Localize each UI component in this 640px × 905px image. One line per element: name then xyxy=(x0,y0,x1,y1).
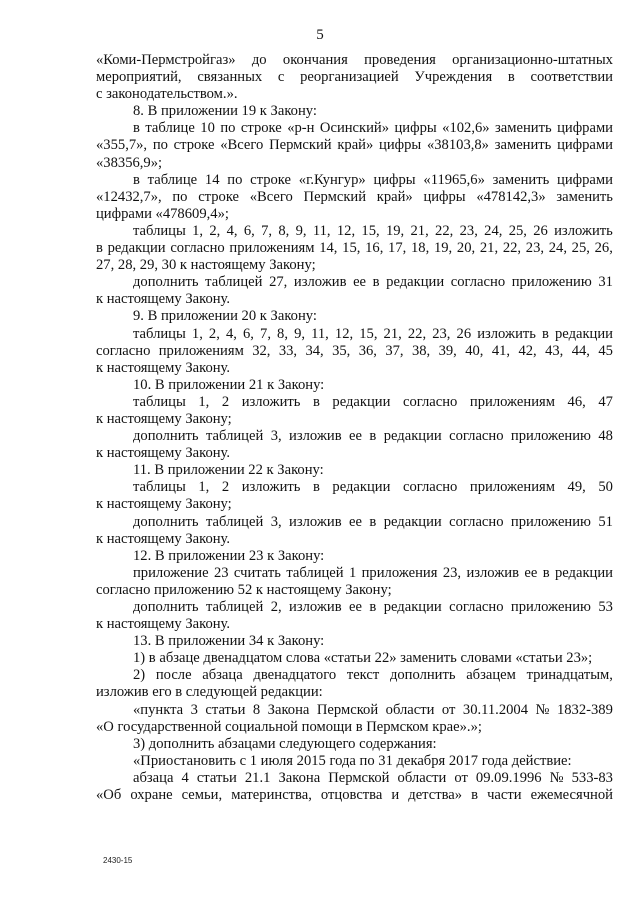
text-line xyxy=(96,394,613,411)
word: 1, xyxy=(191,325,203,342)
word: Закона xyxy=(278,769,321,786)
word: 50 xyxy=(598,479,613,496)
word: 17, xyxy=(388,240,407,257)
document-code: 2430-15 xyxy=(103,856,133,865)
word: строке xyxy=(198,188,240,205)
text-line xyxy=(96,120,613,137)
word: 43, xyxy=(545,342,564,359)
word: 18, xyxy=(411,240,430,257)
word: Осинский» xyxy=(319,120,390,137)
word: абзаца xyxy=(133,769,174,786)
word: цифры xyxy=(394,120,437,137)
text-line: 3) дополнить абзацами следующего содержания: xyxy=(133,735,437,752)
word: 30.11.2004 xyxy=(462,701,529,718)
word: 23, xyxy=(432,325,451,342)
text-line: к настоящему Закону. xyxy=(96,616,231,633)
word: изложив xyxy=(466,564,520,581)
word: приложение xyxy=(133,564,209,581)
text-line xyxy=(96,69,613,86)
word: семьи, xyxy=(181,787,223,804)
word: тринадцатым, xyxy=(526,667,613,684)
word: таблицы xyxy=(133,393,186,410)
text-line: изложив его в следующей редакции: xyxy=(96,684,323,701)
word: 49, xyxy=(567,479,586,496)
word: 31 xyxy=(598,274,613,291)
word: дополнить xyxy=(133,428,199,445)
word: 27, xyxy=(269,274,288,291)
word: в xyxy=(369,428,377,445)
word: приложению xyxy=(510,599,591,615)
word: «Об xyxy=(96,787,122,804)
word: заменить xyxy=(494,137,552,154)
word: редакции xyxy=(383,428,442,445)
word: согласно xyxy=(449,513,504,530)
word: 1 xyxy=(348,564,357,581)
text-line xyxy=(96,52,613,69)
word: 34, xyxy=(305,342,324,359)
page-number: 5 xyxy=(316,27,324,43)
text-line: 10. В приложении 21 к Закону: xyxy=(133,376,325,393)
word: таблицей xyxy=(205,428,264,445)
word: 24, xyxy=(484,222,503,239)
word: Пермский xyxy=(269,137,332,154)
word: Учреждения xyxy=(414,69,493,86)
word: 23 xyxy=(213,564,229,581)
word: 3, xyxy=(270,513,282,530)
word: в xyxy=(542,325,549,342)
word: считать xyxy=(233,564,281,581)
text-line xyxy=(96,223,613,240)
text-line xyxy=(96,326,613,343)
word: 22, xyxy=(502,240,522,257)
word: приложениям xyxy=(229,240,315,257)
word: по xyxy=(172,188,188,205)
word: таблицы xyxy=(133,479,186,496)
word: согласно xyxy=(402,393,458,410)
word: области xyxy=(385,701,435,718)
word: 21.1 xyxy=(244,769,271,786)
word: материнства, xyxy=(231,787,312,804)
word: 3, xyxy=(270,428,282,445)
word: окончания xyxy=(282,52,348,68)
text-line xyxy=(96,787,613,804)
word: после xyxy=(155,667,192,684)
word: 23, xyxy=(525,240,545,257)
word: редакции xyxy=(332,479,391,496)
word: редакции xyxy=(107,240,166,257)
word: 4, xyxy=(226,222,238,239)
word: 09.09.1996 xyxy=(475,769,542,786)
word: 26 xyxy=(456,325,472,342)
word: 12, xyxy=(336,222,356,239)
word: в xyxy=(96,240,103,257)
word: 22, xyxy=(407,325,427,342)
word: 4, xyxy=(225,325,237,342)
word: изложив xyxy=(289,513,342,530)
word: изложить xyxy=(477,325,536,342)
word: согласно xyxy=(96,342,151,359)
word: «Всего xyxy=(249,188,293,205)
text-line xyxy=(96,599,613,616)
word: приложениям xyxy=(158,342,244,359)
word: 1, xyxy=(192,222,204,239)
text-line: 27, 28, 29, 30 к настоящему Закону; xyxy=(96,257,316,274)
word: детства» xyxy=(408,787,463,804)
text-line: согласно приложению 52 к настоящему Закону; xyxy=(96,581,392,598)
word: 1832-389 xyxy=(556,701,613,718)
text-line xyxy=(96,240,613,257)
word: 2) xyxy=(133,667,146,684)
word: строке xyxy=(250,171,291,188)
text-line xyxy=(96,428,613,445)
word: абзацем xyxy=(466,667,516,684)
word: 42, xyxy=(518,342,537,359)
word: 15, xyxy=(361,222,380,239)
word: 25, xyxy=(571,240,590,257)
word: дополнить xyxy=(133,274,199,291)
word: 14, xyxy=(319,240,338,257)
word: «Всего xyxy=(220,137,264,154)
text-line: 12. В приложении 23 к Закону: xyxy=(133,547,325,564)
text-line: «Приостановить с 1 июля 2015 года по 31 декабря 2017 года действие: xyxy=(133,752,572,769)
word: редакции xyxy=(383,599,442,615)
word: 15, xyxy=(342,240,361,257)
word: таблицей xyxy=(205,599,264,615)
word: цифрами xyxy=(557,137,613,154)
word: 40, xyxy=(465,342,484,359)
word: «478142,3» xyxy=(476,188,546,205)
word: организационно-штатных xyxy=(452,52,613,68)
word: 24, xyxy=(548,240,567,257)
word: таблице xyxy=(145,120,195,137)
word: приложения xyxy=(361,564,438,581)
word: «г.Кунгур» xyxy=(298,171,366,188)
word: в xyxy=(471,787,479,804)
word: согласно xyxy=(450,274,506,291)
word: изложив xyxy=(289,428,342,445)
word: в xyxy=(372,274,380,291)
word: текст xyxy=(346,667,380,684)
word: 11, xyxy=(312,222,331,239)
word: приложениям xyxy=(469,479,555,496)
word: соответствии xyxy=(530,69,613,86)
word: № xyxy=(549,769,564,786)
word: цифры xyxy=(423,188,466,205)
word: 25, xyxy=(508,222,527,239)
word: 15, xyxy=(359,325,378,342)
word: заменить xyxy=(492,171,550,188)
word: «р-н xyxy=(287,120,315,137)
word: 26, xyxy=(594,240,613,257)
word: 2, xyxy=(270,599,282,615)
text-line xyxy=(96,667,613,684)
word: 36, xyxy=(358,342,377,359)
word: 23, xyxy=(459,222,478,239)
word: приложениям xyxy=(469,393,555,410)
word: изложив xyxy=(289,599,342,615)
word: ежемесячной xyxy=(530,787,613,804)
text-line: к настоящему Закону; xyxy=(96,410,232,427)
text-line xyxy=(96,479,613,496)
word: двенадцатого xyxy=(253,667,337,684)
word: в xyxy=(312,479,320,496)
word: по xyxy=(152,137,168,154)
word: отцовства xyxy=(320,787,383,804)
word: таблицей xyxy=(286,564,344,581)
word: таблицей xyxy=(205,274,263,291)
word: абзаца xyxy=(202,667,243,684)
word: изложить xyxy=(554,222,613,239)
word: ее xyxy=(349,428,362,445)
word: 2 xyxy=(221,393,230,410)
word: 8, xyxy=(278,222,290,239)
word: 14 xyxy=(204,171,220,188)
text-line xyxy=(96,343,613,360)
text-line: «38356,9»; xyxy=(96,154,163,171)
word: 12, xyxy=(334,325,354,342)
word: 8, xyxy=(277,325,288,342)
word: до xyxy=(251,52,267,68)
word: мероприятий, xyxy=(96,69,182,86)
word: 2 xyxy=(221,479,230,496)
text-line: к настоящему Закону. xyxy=(96,530,231,547)
word: изложить xyxy=(241,393,301,410)
word: в xyxy=(507,69,515,86)
word: 45 xyxy=(598,342,613,359)
word: редакции xyxy=(554,325,613,342)
word: 41, xyxy=(491,342,511,359)
word: 2, xyxy=(208,325,220,342)
text-line xyxy=(96,770,613,787)
text-line: 11. В приложении 22 к Закону: xyxy=(133,462,324,479)
word: «102,6» xyxy=(442,120,490,137)
word: 21, xyxy=(479,240,499,257)
word: части xyxy=(487,787,522,804)
text-line: с законодательством.». xyxy=(96,86,238,103)
word: таблице xyxy=(147,171,198,188)
word: дополнить xyxy=(133,513,199,530)
word: цифры xyxy=(379,137,422,154)
word: от xyxy=(454,769,468,786)
word: с xyxy=(277,69,285,86)
word: в xyxy=(542,564,550,581)
text-line: 9. В приложении 20 к Закону: xyxy=(133,308,317,325)
word: дополнить xyxy=(133,599,199,615)
word: согласно xyxy=(402,479,458,496)
word: по xyxy=(227,171,243,188)
word: 9, xyxy=(295,222,307,239)
word: области xyxy=(397,769,447,786)
word: изложить xyxy=(241,479,301,496)
word: 33, xyxy=(278,342,298,359)
word: 6, xyxy=(242,325,254,342)
word: заменить xyxy=(556,188,613,205)
word: Пермский xyxy=(303,188,367,205)
word: 32, xyxy=(252,342,271,359)
word: строке xyxy=(240,120,282,137)
word: «12432,7», xyxy=(96,188,162,205)
word: «Коми-Пермстройгаз» xyxy=(96,52,236,68)
word: согласно xyxy=(449,428,504,445)
word: статьи xyxy=(205,701,246,718)
word: таблицы xyxy=(133,325,186,342)
word: 48 xyxy=(598,428,613,445)
text-line: 1) в абзаце двенадцатом слова «статьи 22» заменить словами «статьи 23»; xyxy=(133,650,593,667)
word: 35, xyxy=(332,342,351,359)
word: 8 xyxy=(252,701,261,718)
word: край» xyxy=(376,188,413,205)
word: в xyxy=(312,393,320,410)
word: редакции xyxy=(332,393,391,410)
word: статьи xyxy=(196,769,237,786)
word: 37, xyxy=(385,342,404,359)
word: 20, xyxy=(456,240,476,257)
word: 53 xyxy=(598,599,613,615)
text-line: цифрами «478609,4»; xyxy=(96,205,229,222)
word: ее xyxy=(524,564,538,581)
word: 11, xyxy=(311,325,329,342)
word: 46, xyxy=(567,393,586,410)
text-line xyxy=(96,274,613,291)
word: проведения xyxy=(364,52,436,68)
word: редакции xyxy=(386,274,445,291)
word: 1, xyxy=(198,479,210,496)
word: 21, xyxy=(410,222,429,239)
word: 1, xyxy=(198,393,210,410)
word: 19, xyxy=(433,240,453,257)
word: 16, xyxy=(365,240,384,257)
word: 2, xyxy=(209,222,221,239)
word: реорганизацией xyxy=(300,69,399,86)
word: 9, xyxy=(294,325,306,342)
word: «355,7», xyxy=(96,137,148,154)
word: 533-83 xyxy=(571,769,613,786)
text-line xyxy=(96,702,613,719)
word: изложив xyxy=(293,274,347,291)
document-body xyxy=(96,52,613,804)
word: приложению xyxy=(510,428,591,445)
word: от xyxy=(441,701,456,718)
text-line: 13. В приложении 34 к Закону: xyxy=(133,633,325,650)
text-line: «О государственной социальной помощи в Пермском крае».»; xyxy=(96,718,482,735)
word: ее xyxy=(353,274,367,291)
word: приложению xyxy=(510,513,591,530)
word: приложению xyxy=(511,274,592,291)
text-line: к настоящему Закону. xyxy=(96,359,231,376)
word: заменить xyxy=(495,120,552,137)
word: в xyxy=(369,599,377,615)
word: редакции xyxy=(383,513,442,530)
text-line: 8. В приложении 19 к Закону: xyxy=(133,103,317,120)
text-line xyxy=(96,172,613,189)
word: 7, xyxy=(260,325,271,342)
word: в xyxy=(369,513,377,530)
word: 3 xyxy=(190,701,198,718)
word: Пермской xyxy=(316,701,379,718)
text-line: к настоящему Закону. xyxy=(96,445,231,462)
word: цифрами xyxy=(557,120,613,137)
word: 19, xyxy=(385,222,405,239)
word: цифры xyxy=(373,171,416,188)
word: таблицы xyxy=(133,222,186,239)
word: Пермской xyxy=(328,769,390,786)
word: № xyxy=(535,701,550,718)
word: 39, xyxy=(438,342,457,359)
word: 23, xyxy=(442,564,462,581)
word: 6, xyxy=(243,222,255,239)
word: редакции xyxy=(554,564,613,581)
word: 44, xyxy=(571,342,590,359)
word: «11965,6» xyxy=(423,171,485,188)
word: 51 xyxy=(598,513,613,530)
word: 7, xyxy=(261,222,273,239)
text-line: к настоящему Закону; xyxy=(96,496,232,513)
word: 21, xyxy=(383,325,402,342)
text-line xyxy=(96,565,613,582)
word: 22, xyxy=(435,222,454,239)
word: согласно xyxy=(170,240,225,257)
word: в xyxy=(133,120,140,137)
word: согласно xyxy=(449,599,504,615)
text-line xyxy=(96,137,613,154)
word: в xyxy=(133,171,140,188)
word: 47 xyxy=(598,393,613,410)
word: строке xyxy=(173,137,215,154)
word: 10 xyxy=(200,120,215,137)
word: охране xyxy=(130,787,173,804)
word: ее xyxy=(349,513,362,530)
text-line: к настоящему Закону. xyxy=(96,291,231,308)
word: 38, xyxy=(411,342,431,359)
word: цифрами xyxy=(557,171,613,188)
word: «пункта xyxy=(133,701,184,718)
word: Закона xyxy=(267,701,310,718)
word: край» xyxy=(337,137,374,154)
word: таблицей xyxy=(205,513,264,530)
word: 26 xyxy=(533,222,548,239)
word: дополнить xyxy=(389,667,456,684)
word: по xyxy=(220,120,236,137)
word: связанных xyxy=(197,69,263,86)
text-line xyxy=(96,514,613,531)
word: 4 xyxy=(181,769,189,786)
word: и xyxy=(391,787,400,804)
word: «38103,8» xyxy=(426,137,489,154)
text-line xyxy=(96,189,613,206)
word: ее xyxy=(349,599,362,615)
